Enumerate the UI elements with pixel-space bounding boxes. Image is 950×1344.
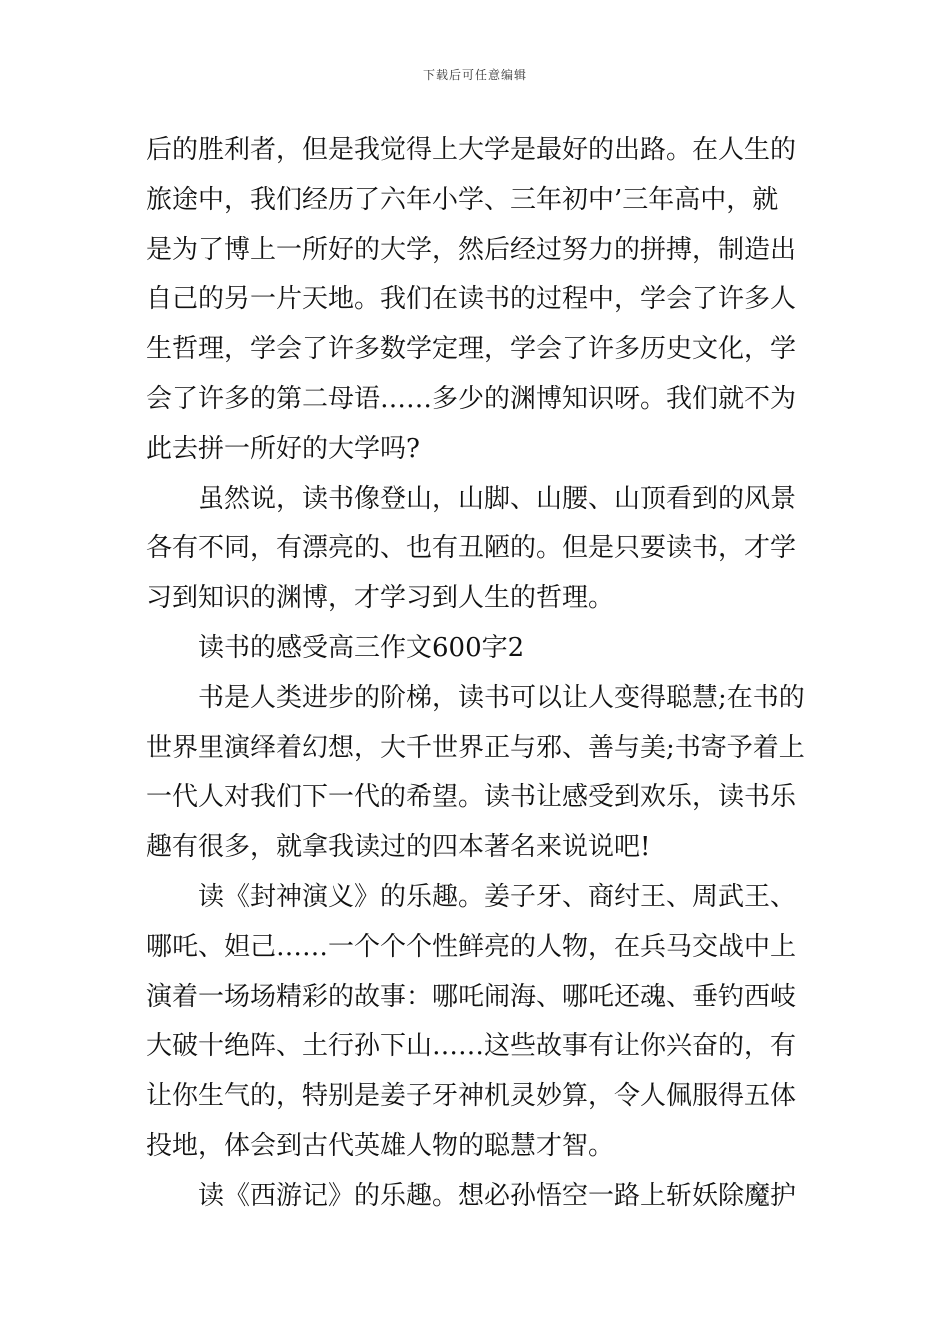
text-line: 大破十绝阵、土行孙下山……这些故事有让你兴奋的，有 bbox=[146, 1031, 797, 1062]
text-line: 习到知识的渊博，才学习到人生的哲理。 bbox=[146, 583, 615, 614]
text-line: 会了许多的第二母语……多少的渊博知识呀。我们就不为 bbox=[146, 383, 797, 414]
page-header: 下载后可任意编辑 bbox=[422, 68, 527, 82]
text-line: 生哲理，学会了许多数学定理，学会了许多历史文化，学 bbox=[146, 334, 797, 365]
text-line: 后的胜利者，但是我觉得上大学是最好的出路。在人生的 bbox=[146, 135, 797, 165]
text-line: 世界里演绎着幻想，大千世界正与邪、善与美;书寄予着上 bbox=[146, 732, 805, 763]
text-line: 读书的感受高三作文600字2 bbox=[198, 632, 525, 663]
text-line: 演着一场场精彩的故事：哪吒闹海、哪吒还魂、垂钓西岐 bbox=[146, 981, 797, 1012]
text-line: 哪吒、妲己……一个个个性鲜亮的人物，在兵马交战中上 bbox=[146, 931, 797, 962]
text-line: 投地，体会到古代英雄人物的聪慧才智。 bbox=[146, 1130, 615, 1161]
text-line: 趣有很多，就拿我读过的四本著名来说说吧! bbox=[146, 832, 651, 863]
text-line: 是为了博上一所好的大学，然后经过努力的拼搏，制造出 bbox=[146, 234, 797, 265]
document-body bbox=[146, 126, 806, 1222]
text-line: 此去拼一所好的大学吗? bbox=[146, 433, 420, 464]
text-line: 书是人类进步的阶梯，读书可以让人变得聪慧;在书的 bbox=[198, 682, 805, 713]
text-line: 各有不同，有漂亮的、也有丑陋的。但是只要读书，才学 bbox=[146, 533, 797, 564]
text-line: 让你生气的，特别是姜子牙神机灵妙算，令人佩服得五体 bbox=[146, 1081, 797, 1112]
text-line: 虽然说，读书像登山，山脚、山腰、山顶看到的风景 bbox=[198, 483, 797, 514]
text-line: 一代人对我们下一代的希望。读书让感受到欢乐，读书乐 bbox=[146, 782, 797, 813]
text-line: 自己的另一片天地。我们在读书的过程中，学会了许多人 bbox=[146, 284, 797, 315]
text-line: 读《西游记》的乐趣。想必孙悟空一路上斩妖除魔护 bbox=[198, 1180, 797, 1211]
text-line: 读《封神演义》的乐趣。姜子牙、商纣王、周武王、 bbox=[198, 881, 797, 912]
text-line: 旅途中，我们经历了六年小学、三年初中’三年高中，就 bbox=[146, 184, 779, 215]
